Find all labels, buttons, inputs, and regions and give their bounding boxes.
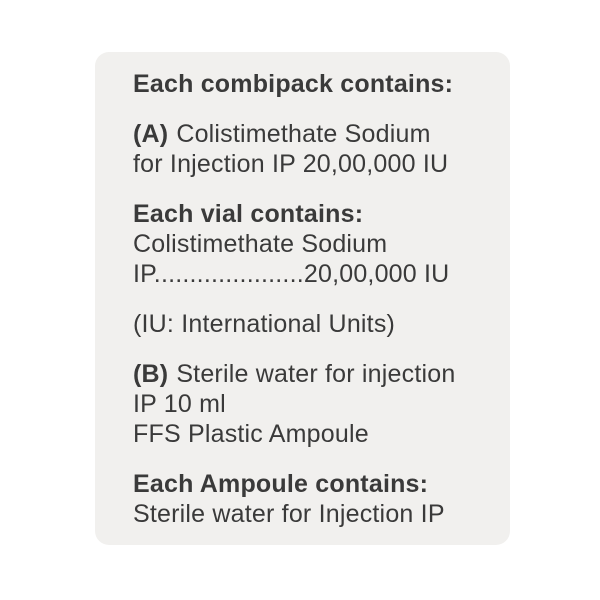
- ampoule-section: [133, 469, 480, 529]
- item-a-name: Colistimethate Sodium: [176, 120, 431, 148]
- item-b-line-2: IP 10 ml: [133, 390, 226, 418]
- vial-content-line-1: Colistimethate Sodium: [133, 230, 388, 258]
- iu-note: (IU: International Units): [133, 310, 396, 338]
- vial-section: [133, 199, 480, 289]
- item-b-section: [133, 359, 480, 449]
- item-b-name: Sterile water for injection: [176, 360, 456, 388]
- item-a-section: [133, 119, 480, 179]
- ampoule-heading: Each Ampoule contains:: [133, 470, 429, 498]
- medicine-label-card: [95, 52, 510, 545]
- combipack-heading: Each combipack contains:: [133, 70, 454, 98]
- item-a-prefix: (A): [133, 120, 169, 148]
- item-a-line-2: for Injection IP 20,00,000 IU: [133, 150, 449, 178]
- vial-content-line-2: IP.....................20,00,000 IU: [133, 260, 450, 288]
- item-b-line-1: [133, 359, 480, 389]
- item-a-line-1: [133, 119, 480, 149]
- ampoule-content: Sterile water for Injection IP: [133, 500, 445, 528]
- iu-note-section: [133, 309, 480, 339]
- vial-heading: Each vial contains:: [133, 200, 364, 228]
- item-b-prefix: (B): [133, 360, 169, 388]
- item-b-line-3: FFS Plastic Ampoule: [133, 420, 369, 448]
- combipack-section: [133, 69, 480, 99]
